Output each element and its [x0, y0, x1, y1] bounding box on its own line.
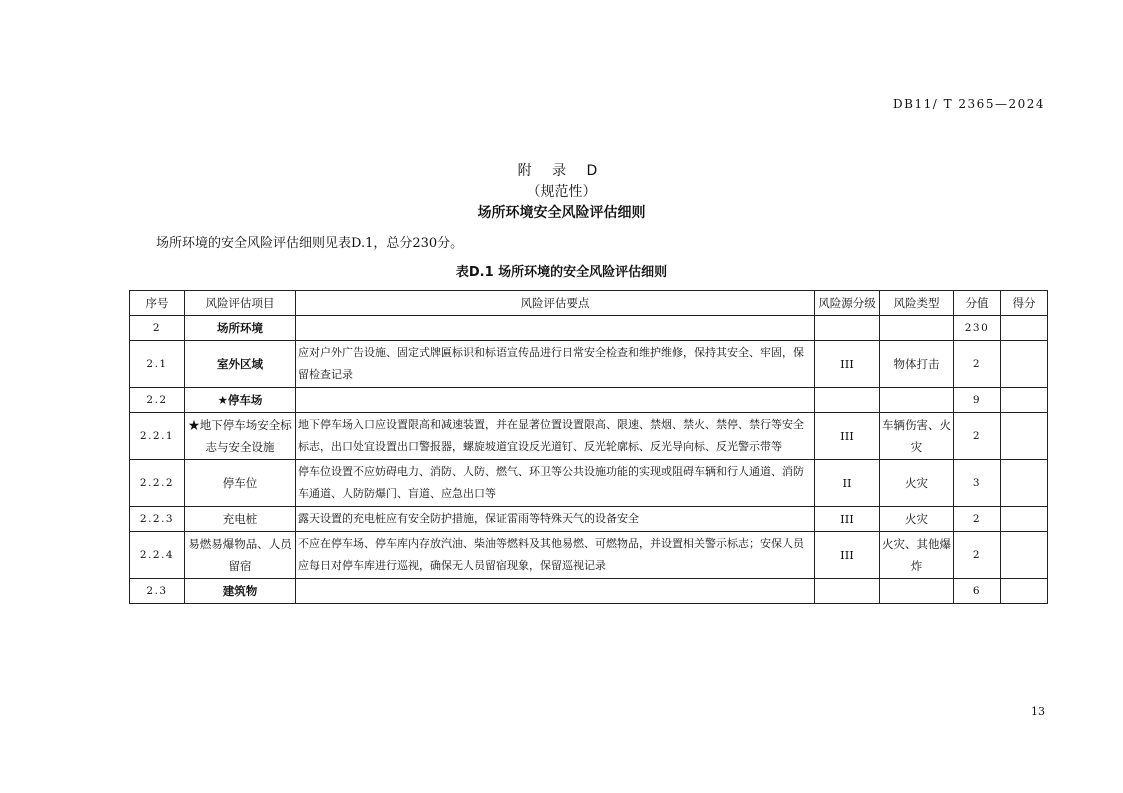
header-item: 风险评估项目: [185, 291, 296, 316]
row-no: 2.2.4: [130, 532, 185, 579]
row-type: 车辆伤害、火灾: [880, 413, 954, 460]
table-row: [130, 388, 1048, 413]
row-points: [296, 316, 815, 341]
row-item: ★停车场: [185, 388, 296, 413]
row-got[interactable]: [1001, 579, 1048, 604]
row-level: [815, 316, 880, 341]
row-got[interactable]: [1001, 460, 1048, 507]
row-got[interactable]: [1001, 507, 1048, 532]
appendix-name: 场所环境安全风险评估细则: [477, 205, 646, 221]
row-got[interactable]: [1001, 388, 1048, 413]
row-type: [880, 388, 954, 413]
row-no: 2.2.3: [130, 507, 185, 532]
header-type: 风险类型: [880, 291, 954, 316]
table-row: [130, 460, 1048, 507]
intro-paragraph: 场所环境的安全风险评估细则见表D.1，总分230分。: [156, 236, 464, 251]
row-points: [296, 388, 815, 413]
row-points: 停车位设置不应妨碍电力、消防、人防、燃气、环卫等公共设施功能的实现或阻碍车辆和行人通道、消防车通道、人防防爆门、盲道、应急出口等: [296, 460, 815, 507]
row-level: III: [815, 507, 880, 532]
row-item: 易燃易爆物品、人员留宿: [185, 532, 296, 579]
header-no: 序号: [130, 291, 185, 316]
row-points: 地下停车场入口应设置限高和减速装置，并在显著位置设置限高、限速、禁烟、禁火、禁停、禁行等安全标志，出口处宜设置出口警报器，螺旋坡道宜设反光道钉、反光轮廓标、反光导向标、反光警示带等: [296, 413, 815, 460]
row-no: 2.2.1: [130, 413, 185, 460]
row-item: 场所环境: [185, 316, 296, 341]
table-caption: 表D.1 场所环境的安全风险评估细则: [455, 265, 668, 280]
table-header-row: [130, 291, 1048, 316]
row-item: 停车位: [185, 460, 296, 507]
row-score: 9: [954, 388, 1001, 413]
row-type: [880, 579, 954, 604]
appendix-type: （规范性）: [526, 184, 597, 200]
row-level: III: [815, 532, 880, 579]
row-score: 2: [954, 341, 1001, 388]
row-got[interactable]: [1001, 341, 1048, 388]
table-row: [130, 413, 1048, 460]
row-points: 应对户外广告设施、固定式牌匾标识和标语宣传品进行日常安全检查和维护维修，保持其安全、牢固，保留检查记录: [296, 341, 815, 388]
row-score: 6: [954, 579, 1001, 604]
header-level: 风险源分级: [815, 291, 880, 316]
row-type: 火灾: [880, 507, 954, 532]
row-level: [815, 388, 880, 413]
row-got[interactable]: [1001, 413, 1048, 460]
row-points: 露天设置的充电桩应有安全防护措施，保证雷雨等特殊天气的设备安全: [296, 507, 815, 532]
row-points: 不应在停车场、停车库内存放汽油、柴油等燃料及其他易燃、可燃物品，并设置相关警示标志；安保人员应每日对停车库进行巡视，确保无人员留宿现象，保留巡视记录: [296, 532, 815, 579]
row-item: 充电桩: [185, 507, 296, 532]
row-got[interactable]: [1001, 532, 1048, 579]
row-no: 2: [130, 316, 185, 341]
table-row: [130, 341, 1048, 388]
row-score: 3: [954, 460, 1001, 507]
row-level: III: [815, 341, 880, 388]
risk-assessment-table: [129, 290, 1048, 604]
row-no: 2.2: [130, 388, 185, 413]
header-points: 风险评估要点: [296, 291, 815, 316]
page-number: 13: [1031, 705, 1045, 718]
row-points: [296, 579, 815, 604]
row-level: [815, 579, 880, 604]
row-no: 2.2.2: [130, 460, 185, 507]
row-no: 2.3: [130, 579, 185, 604]
row-score: 2: [954, 413, 1001, 460]
row-score: 230: [954, 316, 1001, 341]
row-type: 火灾: [880, 460, 954, 507]
row-score: 2: [954, 532, 1001, 579]
document-code: DB11/ T 2365—2024: [893, 97, 1045, 111]
header-score: 分值: [954, 291, 1001, 316]
table-row: [130, 579, 1048, 604]
table-row: [130, 316, 1048, 341]
row-type: [880, 316, 954, 341]
row-type: 火灾、其他爆炸: [880, 532, 954, 579]
row-item: 室外区域: [185, 341, 296, 388]
row-level: III: [815, 413, 880, 460]
row-got[interactable]: [1001, 316, 1048, 341]
table-row: [130, 507, 1048, 532]
row-no: 2.1: [130, 341, 185, 388]
row-item: 建筑物: [185, 579, 296, 604]
appendix-title: 附 录 D: [517, 163, 606, 179]
row-item: ★地下停车场安全标志与安全设施: [185, 413, 296, 460]
header-got: 得分: [1001, 291, 1048, 316]
row-level: II: [815, 460, 880, 507]
row-type: 物体打击: [880, 341, 954, 388]
table-row: [130, 532, 1048, 579]
row-score: 2: [954, 507, 1001, 532]
